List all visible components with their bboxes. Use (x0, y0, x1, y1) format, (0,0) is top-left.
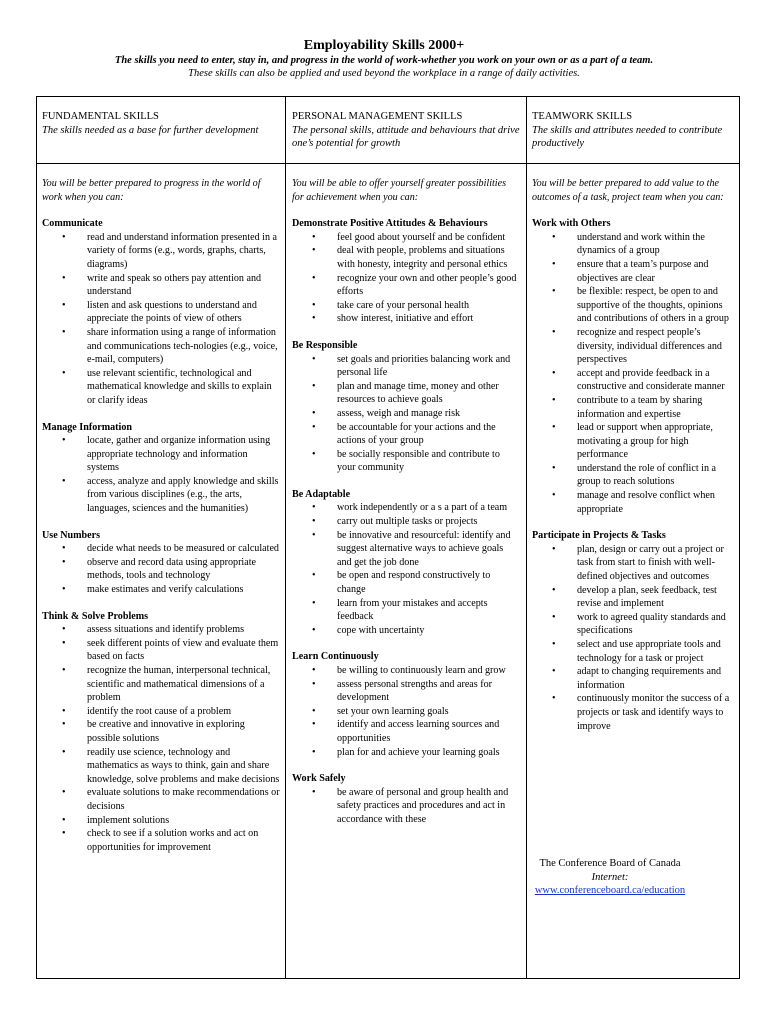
skill-item: • be aware of personal and group health and safety practices and procedures and act in accordance with these (292, 786, 520, 827)
skills-table (36, 96, 740, 979)
skill-item: • work independently or a s a part of a team (292, 501, 520, 515)
column-heading: FUNDAMENTAL SKILLS (42, 111, 159, 122)
skill-item: • access, analyze and apply knowledge and skills from various disciplines (e.g., the arts, languages, sciences and the humanities) (42, 475, 280, 516)
skill-item: • set your own learning goals (292, 705, 520, 719)
skill-list (292, 786, 520, 827)
column-header-teamwork (532, 110, 737, 151)
skill-list (42, 542, 280, 596)
skill-item: • locate, gather and organize information using appropriate technology and information systems (42, 434, 280, 475)
skill-item: • select and use appropriate tools and technology for a task or project (532, 638, 737, 665)
column-header-personal-management (292, 110, 520, 151)
skill-item: • evaluate solutions to make recommendations or decisions (42, 786, 280, 813)
footer-link[interactable]: www.conferenceboard.ca/education (534, 885, 686, 897)
column-description: The skills and attributes needed to contribute productively (532, 124, 723, 150)
header-divider (37, 163, 739, 164)
skill-item: • recognize the human, interpersonal technical, scientific and mathematical dimensions of a problem (42, 664, 280, 705)
column-intro: You will be better prepared to progress in the world of work when you can: (42, 178, 261, 203)
section-heading: Think & Solve Problems (42, 610, 149, 622)
skill-item: • use relevant scientific, technological and mathematical knowledge and skills to explain or clarify ideas (42, 367, 280, 408)
skill-item: • identify and access learning sources and opportunities (292, 718, 520, 745)
skill-item: • read and understand information presented in a variety of forms (e.g., words, graphs, charts, diagrams) (42, 231, 280, 272)
page-title: Employability Skills 2000+ (303, 38, 465, 53)
section-heading: Work with Others (532, 218, 611, 230)
skill-item: • continuously monitor the success of a projects or task and identify ways to improve (532, 692, 737, 733)
skill-item: • be creative and innovative in exploring possible solutions (42, 718, 280, 745)
skill-item: • show interest, initiative and effort (292, 312, 520, 326)
skill-list (292, 664, 520, 759)
skill-item: • set goals and priorities balancing work and personal life (292, 353, 520, 380)
skill-item: • plan for and achieve your learning goals (292, 746, 520, 760)
skill-item: • readily use science, technology and mathematics as ways to think, gain and share knowledge, solve problems and make decisions (42, 746, 280, 787)
skill-list (42, 434, 280, 516)
column-description: The personal skills, attitude and behaviours that drive one’s potential for growth (292, 124, 520, 150)
column-heading: PERSONAL MANAGEMENT SKILLS (292, 111, 463, 122)
column-description: The skills needed as a base for further development (42, 124, 259, 136)
column-body-personal-management (292, 177, 520, 840)
skill-item: • ensure that a team’s purpose and objectives are clear (532, 258, 737, 285)
skill-item: • plan, design or carry out a project or task from start to finish with well-defined objectives and outcomes (532, 543, 737, 584)
section-heading: Learn Continuously (292, 651, 379, 663)
section-heading: Participate in Projects & Tasks (532, 530, 666, 542)
skill-item: • assess situations and identify problems (42, 623, 280, 637)
skill-item: • listen and ask questions to understand and appreciate the points of view of others (42, 299, 280, 326)
skill-item: • learn from your mistakes and accepts feedback (292, 597, 520, 624)
skill-item: • be accountable for your actions and the actions of your group (292, 421, 520, 448)
section-heading: Be Adaptable (292, 488, 351, 500)
skill-item: • be willing to continuously learn and grow (292, 664, 520, 678)
skill-item: • adapt to changing requirements and information (532, 665, 737, 692)
skill-item: • understand and work within the dynamics of a group (532, 231, 737, 258)
section-heading: Demonstrate Positive Attitudes & Behaviours (292, 218, 488, 230)
skill-item: • make estimates and verify calculations (42, 583, 280, 597)
section-heading: Communicate (42, 218, 103, 230)
skill-list (532, 543, 737, 733)
column-intro: You will be able to offer yourself greater possibilities for achievement when you can: (292, 178, 507, 203)
footer-internet-label: Internet: (591, 871, 629, 883)
skill-item: • work to agreed quality standards and specifications (532, 611, 737, 638)
skill-item: • plan and manage time, money and other resources to achieve goals (292, 380, 520, 407)
skill-item: • decide what needs to be measured or calculated (42, 542, 280, 556)
skill-item: • develop a plan, seek feedback, test revise and implement (532, 584, 737, 611)
section-heading: Be Responsible (292, 339, 358, 351)
skill-item: • be innovative and resourceful: identify and suggest alternative ways to achieve goals and get the job done (292, 529, 520, 570)
subtitle-primary: The skills you need to enter, stay in, and progress in the world of work-whether you work on your own or as a part of a team. (114, 55, 654, 66)
skill-item: • implement solutions (42, 814, 280, 828)
column-intro: You will be better prepared to add value to the outcomes of a task, project team when you can: (532, 178, 724, 203)
skill-list (532, 231, 737, 516)
column-body-fundamental (42, 177, 280, 867)
skill-item: • contribute to a team by sharing information and expertise (532, 394, 737, 421)
column-divider (285, 97, 286, 978)
footer (490, 857, 730, 898)
section-heading: Use Numbers (42, 529, 101, 541)
section-heading: Work Safely (292, 773, 346, 785)
skill-item: • deal with people, problems and situations with honesty, integrity and personal ethics (292, 244, 520, 271)
section-heading: Manage Information (42, 421, 132, 433)
skill-item: • write and speak so others pay attention and understand (42, 272, 280, 299)
skill-item: • seek different points of view and evaluate them based on facts (42, 637, 280, 664)
column-heading: TEAMWORK SKILLS (532, 111, 633, 122)
footer-org: The Conference Board of Canada (539, 858, 681, 869)
subtitle-secondary: These skills can also be applied and used beyond the workplace in a range of daily activities. (188, 68, 580, 79)
column-divider (526, 97, 527, 978)
skill-item: • lead or support when appropriate, motivating a group for high performance (532, 421, 737, 462)
skill-item: • check to see if a solution works and act on opportunities for improvement (42, 827, 280, 854)
skill-item: • be open and respond constructively to change (292, 569, 520, 596)
skill-item: • understand the role of conflict in a group to reach solutions (532, 462, 737, 489)
skill-item: • assess personal strengths and areas for development (292, 678, 520, 705)
skill-item: • carry out multiple tasks or projects (292, 515, 520, 529)
skill-list (42, 623, 280, 854)
skill-item: • take care of your personal health (292, 299, 520, 313)
skill-item: • recognize and respect people’s diversity, individual differences and perspectives (532, 326, 737, 367)
column-body-teamwork (532, 177, 737, 746)
skill-item: • accept and provide feedback in a constructive and considerate manner (532, 367, 737, 394)
skill-item: • observe and record data using appropriate methods, tools and technology (42, 556, 280, 583)
skill-list (292, 501, 520, 637)
skill-item: • feel good about yourself and be confident (292, 231, 520, 245)
skill-item: • assess, weigh and manage risk (292, 407, 520, 421)
skill-item: • manage and resolve conflict when appropriate (532, 489, 737, 516)
skill-item: • recognize your own and other people’s good efforts (292, 272, 520, 299)
skill-list (292, 353, 520, 475)
skill-item: • be flexible: respect, be open to and supportive of the thoughts, opinions and contributions of others in a group (532, 285, 737, 326)
skill-item: • identify the root cause of a problem (42, 705, 280, 719)
skill-list (42, 231, 280, 408)
skill-item: • be socially responsible and contribute to your community (292, 448, 520, 475)
column-header-fundamental (42, 110, 280, 137)
skill-item: • share information using a range of information and communications tech-nologies (e.g., voice, e-mail, computers) (42, 326, 280, 367)
skill-item: • cope with uncertainty (292, 624, 520, 638)
skill-list (292, 231, 520, 326)
